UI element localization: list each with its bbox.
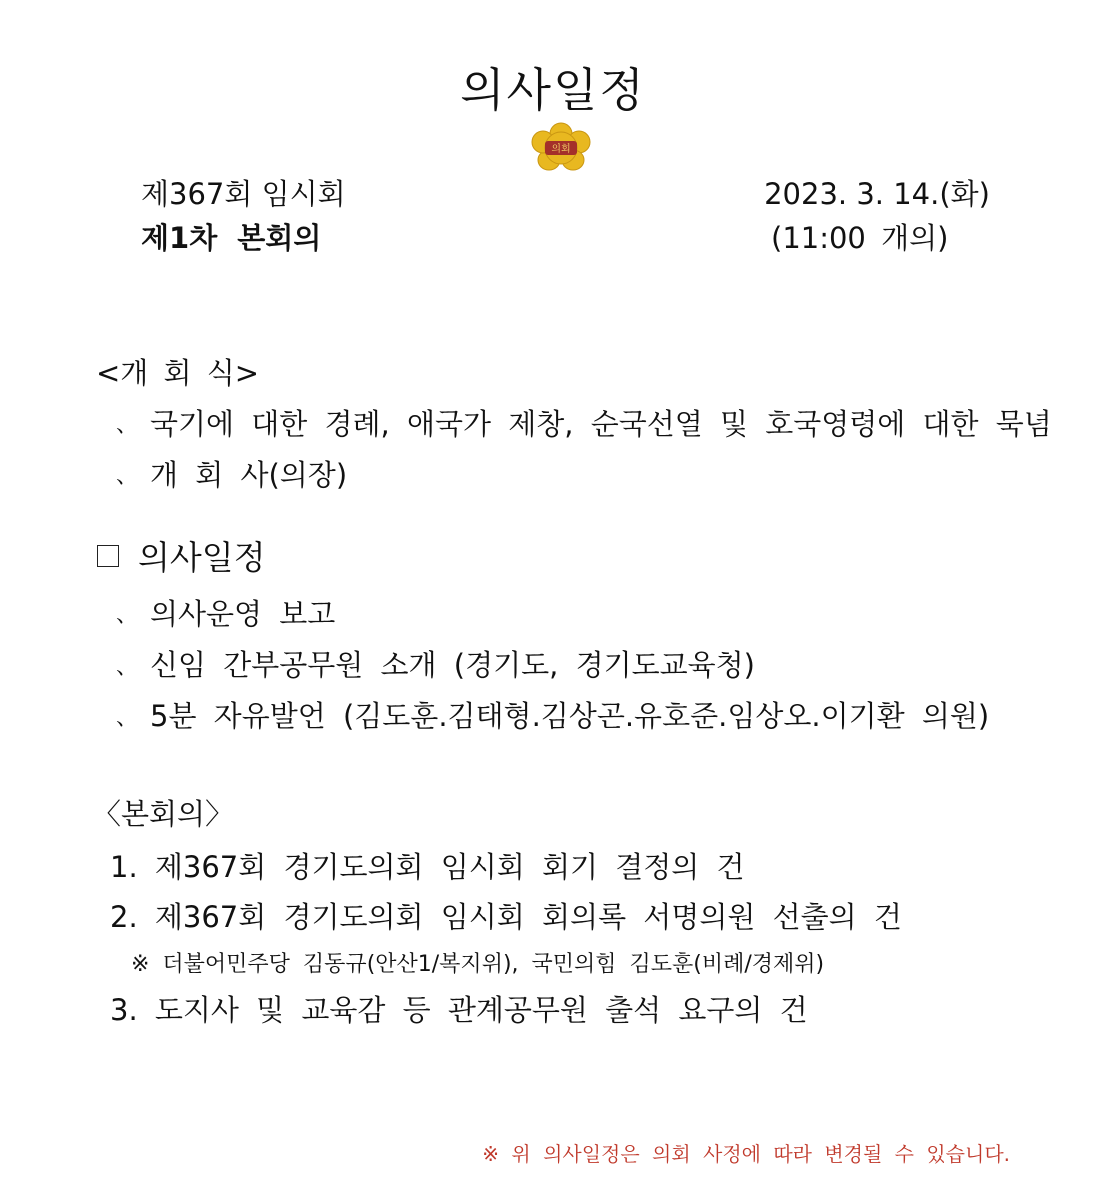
- meeting-date: 2023. 3. 14.(화): [764, 177, 990, 211]
- opening-ceremony-item: 개 회 사(의장): [150, 458, 348, 492]
- signer-note: ※ 더불어민주당 김동규(안산1/복지위), 국민의힘 김도훈(비례/경제위): [131, 952, 825, 977]
- svg-text:의회: 의회: [551, 144, 571, 155]
- bullet-mark: 、: [116, 603, 139, 628]
- document-title: 의사일정: [460, 63, 646, 117]
- plenary-item: 3. 도지사 및 교육감 등 관계공무원 출석 요구의 건: [110, 993, 808, 1027]
- opening-ceremony-heading: <개 회 식>: [96, 356, 260, 390]
- plenary-item: 2. 제367회 경기도의회 임시회 회의록 서명의원 선출의 건: [110, 900, 902, 934]
- open-time: (11:00 개의): [771, 221, 949, 255]
- council-emblem-icon: [528, 120, 594, 172]
- agenda-item: 신임 간부공무원 소개 (경기도, 경기도교육청): [150, 648, 755, 682]
- agenda-item: 의사운영 보고: [150, 597, 336, 631]
- plenary-heading: 〈본회의〉: [92, 797, 235, 831]
- footer-notice: ※ 위 의사일정은 의회 사정에 따라 변경될 수 있습니다.: [482, 1142, 1010, 1166]
- bullet-mark: 、: [116, 706, 139, 731]
- bullet-mark: 、: [116, 413, 139, 438]
- agenda-item: 5분 자유발언 (김도훈.김태형.김상곤.유호준.임상오.이기환 의원): [150, 699, 990, 733]
- agenda-heading: 의사일정: [138, 538, 266, 577]
- bullet-mark: 、: [116, 655, 139, 680]
- meeting-label: 제1차 본회의: [141, 221, 322, 255]
- plenary-item: 1. 제367회 경기도의회 임시회 회기 결정의 건: [110, 850, 745, 884]
- session-label: 제367회 임시회: [141, 177, 346, 211]
- checkbox-square-icon: [97, 545, 119, 567]
- opening-ceremony-item: 국기에 대한 경례, 애국가 제창, 순국선열 및 호국영령에 대한 묵념: [150, 407, 1052, 441]
- bullet-mark: 、: [116, 464, 139, 489]
